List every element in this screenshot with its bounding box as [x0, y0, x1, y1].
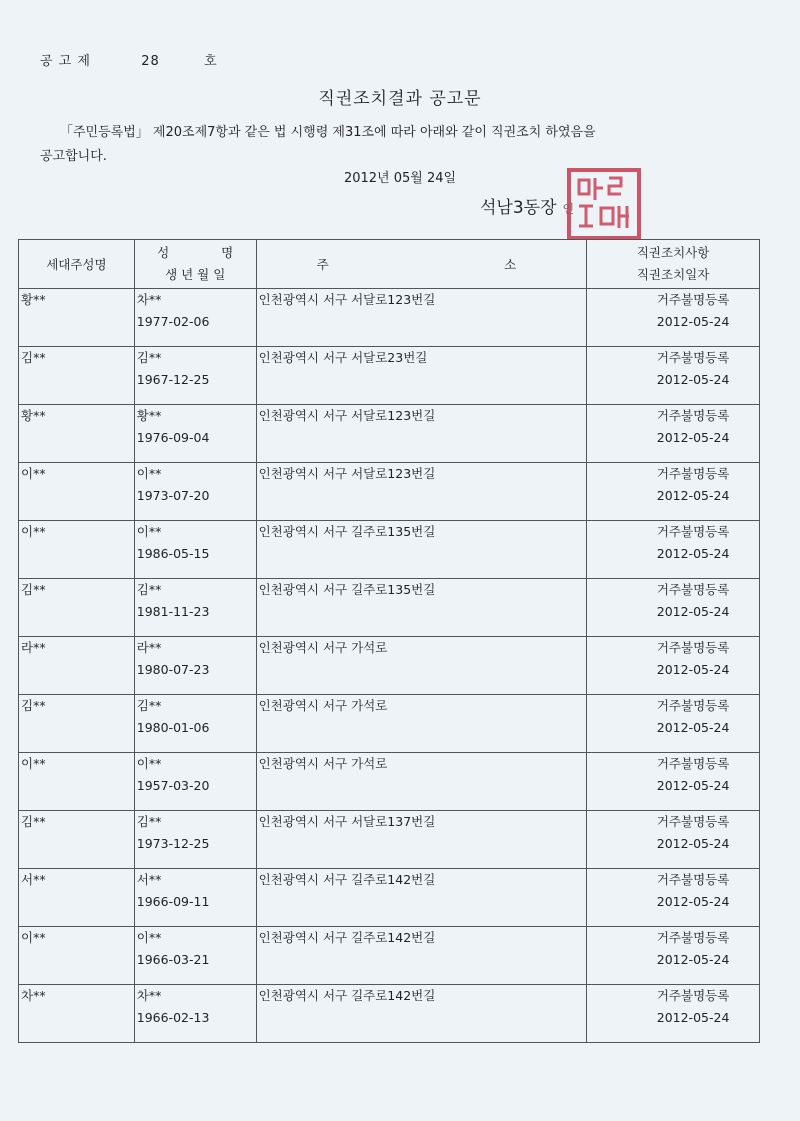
table-row [19, 753, 760, 811]
name-birth-cell [134, 347, 256, 405]
address-cell [256, 753, 587, 811]
address-cell [256, 985, 587, 1043]
action-cell [587, 869, 760, 927]
name-birth-cell [134, 811, 256, 869]
householder-name: 김** [21, 814, 46, 829]
action-date: 2012-05-24 [656, 836, 730, 851]
notice-date: 2012년 05월 24일 [343, 171, 457, 186]
header-name-right: 명 [221, 245, 234, 260]
birth-date: 1976-09-04 [136, 430, 210, 445]
action-text: 거주불명등록 [656, 814, 730, 829]
page-title: 직권조치결과 공고문 [318, 89, 482, 109]
intro-line-1: 「주민등록법」 제20조제7항과 같은 법 시행령 제31조에 따라 아래와 같이 직권조치 하였음을 [60, 125, 596, 140]
person-name: 라** [136, 640, 162, 655]
householder-name: 황** [21, 292, 46, 307]
action-text: 거주불명등록 [656, 988, 730, 1003]
official-seal-stamp [562, 166, 643, 242]
intro-line-2: 공고합니다. [40, 149, 107, 164]
householder-name: 김** [21, 698, 46, 713]
address-text: 인천광역시 서구 길주로135번길 [258, 524, 436, 539]
header-householder [19, 240, 135, 289]
name-birth-cell [134, 695, 256, 753]
householder-cell [19, 463, 135, 521]
address-text: 인천광역시 서구 길주로142번길 [258, 988, 436, 1003]
table-row [19, 811, 760, 869]
address-cell [256, 463, 587, 521]
table-row [19, 927, 760, 985]
address-text: 인천광역시 서구 서달로123번길 [258, 466, 436, 481]
address-text: 인천광역시 서구 서달로123번길 [258, 292, 436, 307]
person-name: 서** [136, 872, 162, 887]
action-cell [587, 753, 760, 811]
address-text: 인천광역시 서구 가석로 [258, 698, 388, 713]
header-action [587, 240, 760, 289]
intro-paragraph [40, 121, 740, 169]
person-name: 김** [136, 814, 162, 829]
householder-cell [19, 753, 135, 811]
householder-name: 서** [21, 872, 46, 887]
notice-number-suffix: 호 [204, 54, 218, 69]
header-address [256, 240, 587, 289]
birth-date: 1973-07-20 [136, 488, 210, 503]
action-cell [587, 579, 760, 637]
action-date: 2012-05-24 [656, 662, 730, 677]
action-cell [587, 927, 760, 985]
householder-name: 이** [21, 930, 46, 945]
header-name-left: 성 [157, 245, 170, 260]
header-action-label: 직권조치사항 [636, 245, 710, 260]
seal-mark-label: 인 [562, 202, 575, 216]
notice-number [40, 50, 218, 69]
birth-date: 1973-12-25 [136, 836, 210, 851]
householder-name: 차** [21, 988, 46, 1003]
table-row [19, 405, 760, 463]
address-text: 인천광역시 서구 서달로123번길 [258, 408, 436, 423]
records-table [18, 239, 760, 1043]
action-date: 2012-05-24 [656, 1010, 730, 1025]
address-cell [256, 347, 587, 405]
table-row [19, 695, 760, 753]
action-date: 2012-05-24 [656, 488, 730, 503]
action-text: 거주불명등록 [656, 408, 730, 423]
action-text: 거주불명등록 [656, 698, 730, 713]
action-cell [587, 463, 760, 521]
householder-cell [19, 289, 135, 347]
householder-name: 이** [21, 756, 46, 771]
householder-cell [19, 869, 135, 927]
table-row [19, 463, 760, 521]
table-row [19, 869, 760, 927]
header-action-date-label: 직권조치일자 [636, 267, 710, 282]
householder-cell [19, 985, 135, 1043]
header-name-label [135, 242, 256, 264]
name-birth-cell [134, 521, 256, 579]
address-text: 인천광역시 서구 길주로135번길 [258, 582, 436, 597]
action-text: 거주불명등록 [656, 640, 730, 655]
householder-name: 라** [21, 640, 46, 655]
address-cell [256, 637, 587, 695]
action-text: 거주불명등록 [656, 466, 730, 481]
action-cell [587, 811, 760, 869]
householder-cell [19, 405, 135, 463]
table-row [19, 347, 760, 405]
person-name: 김** [136, 582, 162, 597]
action-date: 2012-05-24 [656, 604, 730, 619]
name-birth-cell [134, 579, 256, 637]
action-cell [587, 347, 760, 405]
person-name: 차** [136, 988, 162, 1003]
householder-name: 황** [21, 408, 46, 423]
address-cell [256, 579, 587, 637]
householder-cell [19, 579, 135, 637]
notice-number-prefix: 공 고 제 [40, 54, 91, 69]
name-birth-cell [134, 985, 256, 1043]
action-cell [587, 985, 760, 1043]
birth-date: 1957-03-20 [136, 778, 210, 793]
householder-name: 이** [21, 466, 46, 481]
person-name: 김** [136, 698, 162, 713]
name-birth-cell [134, 289, 256, 347]
signer-name: 석남3동장 [480, 198, 557, 218]
name-birth-cell [134, 463, 256, 521]
address-text: 인천광역시 서구 가석로 [258, 640, 388, 655]
birth-date: 1981-11-23 [136, 604, 210, 619]
person-name: 이** [136, 756, 162, 771]
table-row [19, 579, 760, 637]
address-cell [256, 927, 587, 985]
householder-cell [19, 927, 135, 985]
birth-date: 1967-12-25 [136, 372, 210, 387]
householder-name: 김** [21, 582, 46, 597]
birth-date: 1977-02-06 [136, 314, 210, 329]
action-text: 거주불명등록 [656, 350, 730, 365]
address-text: 인천광역시 서구 서달로137번길 [258, 814, 436, 829]
action-date: 2012-05-24 [656, 894, 730, 909]
birth-date: 1966-03-21 [136, 952, 210, 967]
action-cell [587, 695, 760, 753]
person-name: 차** [136, 292, 162, 307]
birth-date: 1980-07-23 [136, 662, 210, 677]
address-cell [256, 811, 587, 869]
header-householder-label: 세대주성명 [46, 257, 107, 272]
householder-cell [19, 521, 135, 579]
action-cell [587, 405, 760, 463]
address-text: 인천광역시 서구 길주로142번길 [258, 930, 436, 945]
householder-cell [19, 695, 135, 753]
table-header-row [19, 240, 760, 289]
birth-date: 1966-09-11 [136, 894, 210, 909]
table-row [19, 637, 760, 695]
householder-cell [19, 637, 135, 695]
action-text: 거주불명등록 [656, 872, 730, 887]
header-birth-label: 생 년 월 일 [165, 267, 226, 282]
householder-name: 이** [21, 524, 46, 539]
action-date: 2012-05-24 [656, 778, 730, 793]
address-text: 인천광역시 서구 길주로142번길 [258, 872, 436, 887]
address-text: 인천광역시 서구 서달로23번길 [258, 350, 428, 365]
table-row [19, 985, 760, 1043]
action-text: 거주불명등록 [656, 524, 730, 539]
action-date: 2012-05-24 [656, 430, 730, 445]
householder-name: 김** [21, 350, 46, 365]
person-name: 이** [136, 466, 162, 481]
header-name-birth [134, 240, 256, 289]
person-name: 이** [136, 524, 162, 539]
action-text: 거주불명등록 [656, 756, 730, 771]
action-date: 2012-05-24 [656, 546, 730, 561]
name-birth-cell [134, 637, 256, 695]
header-address-left: 주 [316, 257, 329, 272]
action-cell [587, 289, 760, 347]
name-birth-cell [134, 405, 256, 463]
name-birth-cell [134, 753, 256, 811]
birth-date: 1966-02-13 [136, 1010, 210, 1025]
header-address-right: 소 [504, 257, 517, 272]
address-cell [256, 289, 587, 347]
birth-date: 1986-05-15 [136, 546, 210, 561]
action-cell [587, 521, 760, 579]
householder-cell [19, 347, 135, 405]
person-name: 황** [136, 408, 162, 423]
address-text: 인천광역시 서구 가석로 [258, 756, 388, 771]
action-date: 2012-05-24 [656, 372, 730, 387]
action-date: 2012-05-24 [656, 720, 730, 735]
table-row [19, 289, 760, 347]
table-row [19, 521, 760, 579]
notice-number-value: 28 [141, 54, 160, 69]
action-text: 거주불명등록 [656, 930, 730, 945]
address-cell [256, 521, 587, 579]
action-text: 거주불명등록 [656, 582, 730, 597]
name-birth-cell [134, 869, 256, 927]
action-text: 거주불명등록 [656, 292, 730, 307]
person-name: 이** [136, 930, 162, 945]
birth-date: 1980-01-06 [136, 720, 210, 735]
person-name: 김** [136, 350, 162, 365]
action-cell [587, 637, 760, 695]
householder-cell [19, 811, 135, 869]
address-cell [256, 869, 587, 927]
name-birth-cell [134, 927, 256, 985]
address-cell [256, 405, 587, 463]
action-date: 2012-05-24 [656, 952, 730, 967]
signer [480, 193, 574, 218]
action-date: 2012-05-24 [656, 314, 730, 329]
address-cell [256, 695, 587, 753]
